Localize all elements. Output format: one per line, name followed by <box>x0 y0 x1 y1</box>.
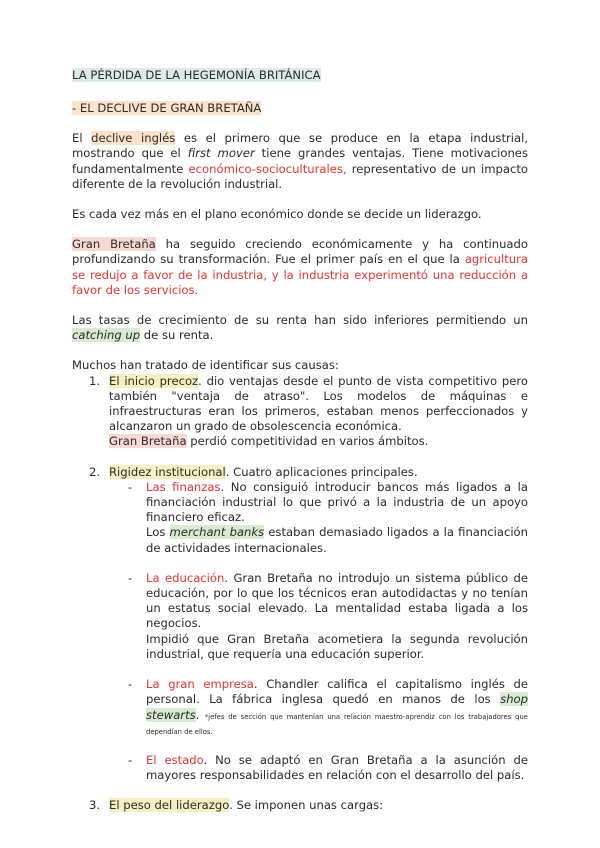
dash-bullet: - <box>128 479 133 494</box>
list-item-inicio-precoz: 1. El inicio precoz. dio ventajas desde el punto de vista competitivo pero también "ventaja de atraso". Los modelos de máquinas e infraestructuras eran los primeros, estaban menos perfeccionados y alcanzaron un grado de obsolescencia económica. Gran Bretaña perdió competitividad en varios ámbitos. <box>89 373 529 449</box>
paragraph-liderazgo: Es cada vez más en el plano económico donde se decide un liderazgo. <box>72 207 482 222</box>
highlight-gran-bretana: Gran Bretaña <box>72 237 156 252</box>
sub-item-gran-empresa: - La gran empresa. Chandler califica el capitalismo inglés de personal. La fábrica inglesa quedó en manos de los shop stewarts. *jefes de sección que mantenían una relación maestro-aprendiz con los trabajadores que dependían de ellos. <box>128 677 529 736</box>
footnote-jefes: *jefes de sección que mantenían una relación maestro-aprendiz con los trabajadores que dependían de ellos. <box>146 712 528 736</box>
highlight-shop-stewarts: shop stewarts <box>146 692 528 722</box>
highlight-gran-bretana-2: Gran Bretaña <box>109 434 187 449</box>
document-title <box>72 68 528 83</box>
highlight-rigidez: Rigidez institucional <box>109 464 226 479</box>
causes-list <box>72 374 528 814</box>
section-subtitle: - EL DECLIVE DE GRAN BRETAÑA <box>72 101 262 115</box>
list-number: 1. <box>89 373 101 388</box>
highlight-catching-up: catching up <box>72 328 141 343</box>
list-number: 2. <box>89 464 101 479</box>
list-item-peso-liderazgo: 3. El peso del liderazgo. Se imponen unas cargas: <box>89 798 384 813</box>
list-number: 3. <box>89 798 101 813</box>
red-educacion: La educación <box>146 570 225 585</box>
italic-first-mover: first mover <box>187 146 255 161</box>
sub-list <box>109 480 528 783</box>
red-estado: El estado <box>146 752 204 767</box>
red-economico: económico-socioculturales, <box>188 161 347 176</box>
paragraph-causas: Muchos han tratado de identificar sus causas: <box>72 358 339 373</box>
sub-item-finanzas: - Las finanzas. No consiguió introducir bancos más ligados a la financiación industrial lo que privó a la industria de un apoyo financiero eficaz. Los merchant banks estaban demasiado ligados a la financiación de actividades internacionales. <box>128 479 528 555</box>
dash-bullet: - <box>128 677 133 692</box>
paragraph-tasas: Las tasas de crecimiento de su renta han sido inferiores permitiendo un catching up de su renta. <box>72 313 528 343</box>
dash-bullet: - <box>128 752 133 767</box>
dash-bullet: - <box>128 570 133 585</box>
sub-item-estado: - El estado. No se adaptó en Gran Bretaña a la asunción de mayores responsabilidades en relación con el desarrollo del país. <box>128 752 528 783</box>
title-highlight: LA PÉRDIDA DE LA HEGEMONÍA BRITÁNICA <box>72 68 321 82</box>
highlight-inicio-precoz: El inicio precoz <box>109 373 199 388</box>
paragraph-gran-bretana: Gran Bretaña ha seguido creciendo económicamente y ha continuado profundizando su transformación. Fue el primer país en el que la agricultura se redujo a favor de la industria, y la industria experimentó una reducción a favor de los servicios. <box>72 237 528 297</box>
highlight-merchant-banks: merchant banks <box>169 525 265 540</box>
red-agricultura: agricultura se redujo a favor de la industria, y la industria experimentó una reducción a favor de los servicios. <box>72 252 528 297</box>
red-gran-empresa: La gran empresa <box>146 677 254 692</box>
red-finanzas: Las finanzas <box>146 479 221 494</box>
highlight-declive-ingles: declive inglés <box>91 131 176 146</box>
highlight-peso-liderazgo: El peso del liderazgo <box>109 798 230 813</box>
paragraph-declive: El declive inglés es el primero que se produce en la etapa industrial, mostrando que el first mover tiene grandes ventajas. Tiene motivaciones fundamentalmente económico-socioculturales, representativo de un impacto diferente de la revolución industrial. <box>72 131 529 191</box>
sub-item-educacion: - La educación. Gran Bretaña no introdujo un sistema público de educación, por lo que los técnicos eran autodidactas y no tenían un estatus social elevado. La mentalidad estaba ligada a los negocios. Impidió que Gran Bretaña acometiera la segunda revolución industrial, que requería una educación superior. <box>128 570 528 661</box>
list-item-rigidez: 2. Rigidez institucional. Cuatro aplicaciones principales. - Las finanzas. No consiguió introducir bancos más ligados a la financiación industrial lo que privó a la industria de un apoyo financiero eficaz. Los merchant banks estaban demasiado ligados a la financiación de actividades internacionales. - La educación. Gran Bretaña no introdujo un sistema público de educación, por lo que los técnicos eran autodidactas y no tenían un estatus social elevado. La mentalidad estaba ligada a los negocios. Impidió que Gran Bretaña acometiera la segunda revolución industrial, que requería una educación superior. - La gran empresa. Chandler califica el capitalismo inglés de personal. La fábrica inglesa quedó en manos de los shop stewarts. *jefes de sección que mantenían una relación maestro-aprendiz con los trabajadores que dependían de ellos. - El estado. No se adaptó en Gran Bretaña a la asunción de mayores responsabilidades en relación con el desarrollo del país. <box>89 464 529 783</box>
